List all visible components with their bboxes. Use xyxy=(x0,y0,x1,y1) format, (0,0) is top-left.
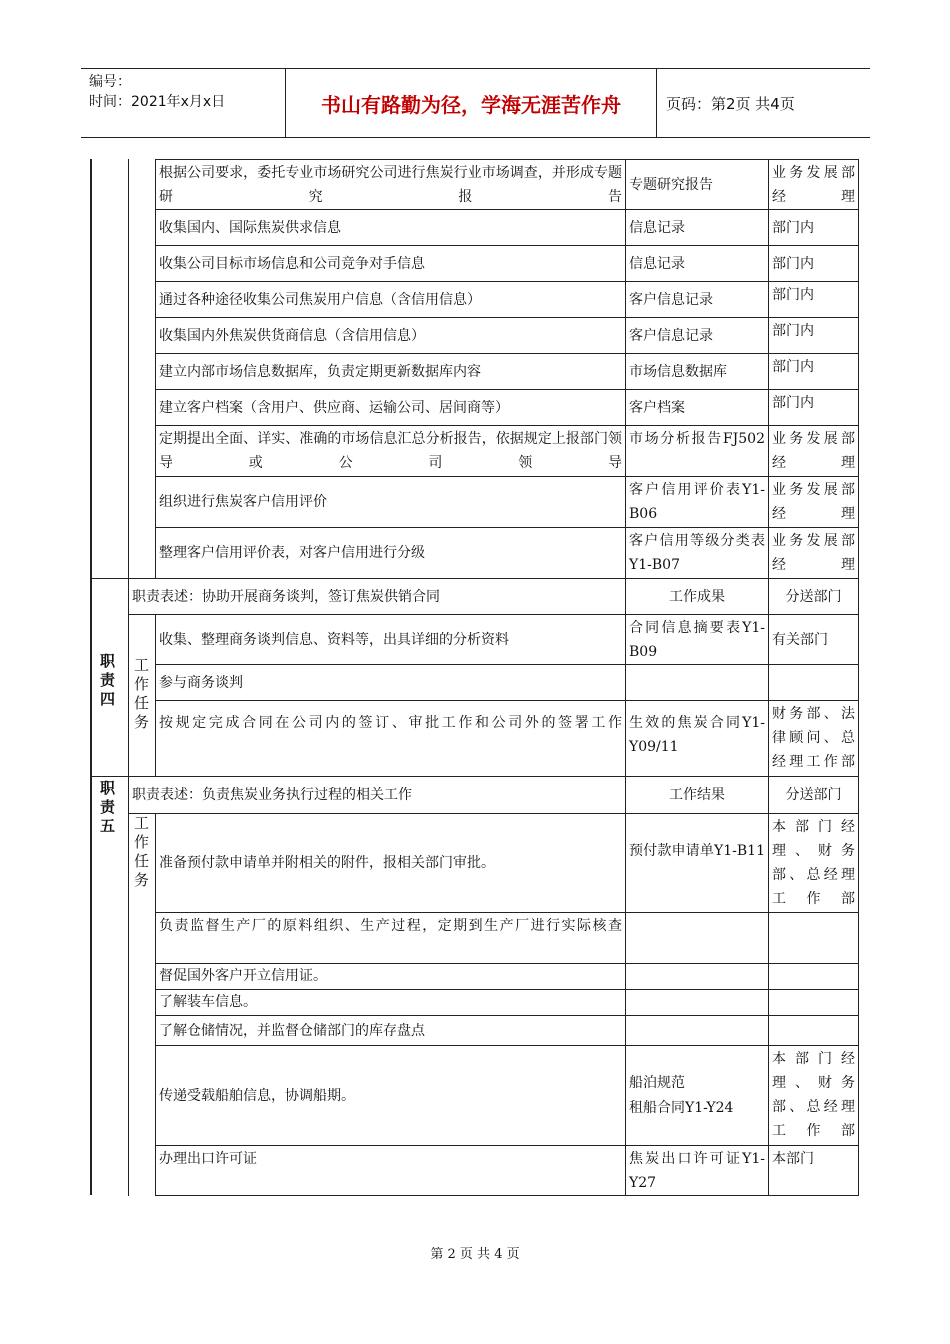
task-cell: 了解仓储情况，并监督仓储部门的库存盘点 xyxy=(159,1023,425,1039)
result-cell: 客户信用评价表Y1-B06 xyxy=(629,482,765,522)
dept-cell: 业务发展部经理 xyxy=(772,533,855,573)
duty4-statement: 职责表述：协助开展商务谈判，签订焦炭供销合同 xyxy=(132,588,440,605)
dept-cell: 部门内 xyxy=(772,219,814,236)
result-cell: 预付款申请单Y1-B11 xyxy=(629,843,765,859)
dept-cell: 部门内 xyxy=(772,255,814,272)
result-cell: 信息记录 xyxy=(629,219,685,236)
dept-cell: 部门内 xyxy=(772,323,814,339)
task-cell: 负责监督生产厂的原料组织、生产过程，定期到生产厂进行实际核查 xyxy=(159,918,622,934)
dept-cell: 财务部、法律顾问、总经理工作部 xyxy=(772,706,855,770)
dept-cell: 部门内 xyxy=(772,359,814,375)
task-cell: 了解装车信息。 xyxy=(159,994,257,1010)
dept-cell: 本部门经理、财务部、总经理工作部 xyxy=(772,1051,855,1139)
dept-cell: 本部门经理、财务部、总经理工作部 xyxy=(772,819,855,907)
result-cell: 客户信息记录 xyxy=(629,291,713,308)
header-page-info: 页码：第2页 共4页 xyxy=(666,94,795,113)
dept-cell: 部门内 xyxy=(772,287,814,303)
task-cell: 收集国内、国际焦炭供求信息 xyxy=(159,219,341,236)
result-cell: 生效的焦炭合同Y1-Y09/11 xyxy=(629,715,765,755)
task-cell: 整理客户信用评价表，对客户信用进行分级 xyxy=(159,545,425,561)
duty4-dept-header: 分送部门 xyxy=(785,588,842,605)
page-footer: 第 2 页 共 4 页 xyxy=(430,1247,520,1262)
dept-cell: 业务发展部经理 xyxy=(772,165,855,205)
result-cell: 信息记录 xyxy=(629,255,685,272)
task-cell: 准备预付款申请单并附相关的附件，报相关部门审批。 xyxy=(159,855,495,871)
result-cell: 客户信息记录 xyxy=(629,327,713,344)
task-cell: 收集公司目标市场信息和公司竞争对手信息 xyxy=(159,255,425,272)
result-cell: 合同信息摘要表Y1-B09 xyxy=(629,620,765,660)
result-cell: 市场信息数据库 xyxy=(629,363,727,380)
task-cell: 建立内部市场信息数据库，负责定期更新数据库内容 xyxy=(159,363,481,380)
result-cell: 焦炭出口许可证Y1-Y27 xyxy=(629,1151,765,1191)
result-cell: 租船合同Y1-Y24 xyxy=(629,1100,734,1116)
duty4-task-label: 工作任务 xyxy=(134,656,150,731)
duty4-label: 职责四 xyxy=(100,651,116,708)
task-cell: 通过各种途径收集公司焦炭用户信息（含信用信息） xyxy=(159,291,481,308)
task-cell: 收集国内外焦炭供货商信息（含信用信息） xyxy=(159,327,425,344)
duty5-label: 职责五 xyxy=(100,779,116,835)
result-cell: 市场分析报告FJ502 xyxy=(629,431,765,447)
header-motto: 书山有路勤为径，学海无涯苦作舟 xyxy=(285,69,657,137)
doc-date-label: 时间：2021年x月x日 xyxy=(89,94,226,110)
doc-number-label: 编号： xyxy=(89,74,131,90)
task-cell: 按规定完成合同在公司内的签订、审批工作和公司外的签署工作 xyxy=(159,715,622,731)
duty5-result-header: 工作结果 xyxy=(669,787,725,803)
task-cell: 督促国外客户开立信用证。 xyxy=(159,968,327,984)
dept-cell: 业务发展部经理 xyxy=(772,482,855,522)
duty5-statement: 职责表述：负责焦炭业务执行过程的相关工作 xyxy=(132,787,412,803)
task-cell: 收集、整理商务谈判信息、资料等，出具详细的分析资料 xyxy=(159,631,509,648)
dept-cell: 有关部门 xyxy=(772,631,828,648)
task-cell: 根据公司要求，委托专业市场研究公司进行焦炭行业市场调查，并形成专题研究报告 xyxy=(159,165,622,205)
task-cell: 建立客户档案（含用户、供应商、运输公司、居间商等） xyxy=(159,399,509,416)
dept-cell: 本部门 xyxy=(772,1151,814,1167)
result-cell: 客户档案 xyxy=(629,399,685,416)
task-cell: 办理出口许可证 xyxy=(159,1151,257,1167)
result-cell: 船泊规范 xyxy=(629,1075,685,1091)
result-cell: 客户信用等级分类表Y1-B07 xyxy=(629,533,765,573)
duty4-result-header: 工作成果 xyxy=(669,588,725,605)
result-cell: 专题研究报告 xyxy=(629,176,713,193)
duty5-task-label: 工作任务 xyxy=(134,814,150,889)
dept-cell: 部门内 xyxy=(772,395,814,411)
duty5-dept-header: 分送部门 xyxy=(785,787,842,803)
task-cell: 组织进行焦炭客户信用评价 xyxy=(159,494,327,510)
dept-cell: 业务发展部经理 xyxy=(772,431,855,471)
task-cell: 传递受载船舶信息，协调船期。 xyxy=(159,1087,355,1104)
task-cell: 定期提出全面、详实、准确的市场信息汇总分析报告，依据规定上报部门领导或公司领导 xyxy=(159,431,622,471)
task-cell: 参与商务谈判 xyxy=(159,674,243,691)
